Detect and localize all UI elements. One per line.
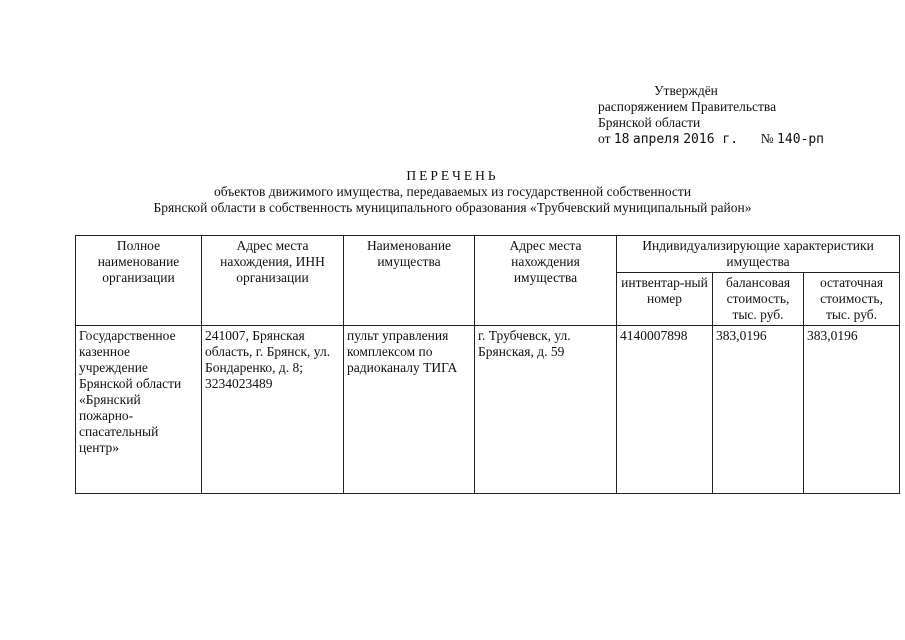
cell-balance-value: 383,0196 bbox=[713, 326, 804, 494]
header-inventory-number: интвентар-ный номер bbox=[617, 273, 713, 326]
cell-org: Государственное казенное учреждение Брянской области «Брянский пожарно-спасательный центр» bbox=[76, 326, 202, 494]
header-org: Полное наименование организации bbox=[76, 236, 202, 326]
table-row bbox=[76, 326, 900, 494]
approval-line-region: Брянской области bbox=[598, 115, 701, 130]
header-residual-value: остаточная стоимость, тыс. руб. bbox=[804, 273, 900, 326]
header-address-inn: Адрес места нахождения, ИНН организации bbox=[202, 236, 344, 326]
approval-date-month: апреля bbox=[632, 132, 680, 147]
approval-number: 140-рп bbox=[777, 132, 825, 147]
document-title bbox=[0, 168, 905, 216]
approval-date-year: 2016 г. bbox=[683, 132, 739, 147]
approval-number-sign: № bbox=[760, 131, 774, 146]
header-characteristics: Индивидуализирующие характеристики имущества bbox=[617, 236, 900, 273]
cell-inventory-number: 4140007898 bbox=[617, 326, 713, 494]
approval-stamp bbox=[598, 83, 824, 148]
header-balance-value: балансовая стоимость, тыс. руб. bbox=[713, 273, 804, 326]
approval-line-order: распоряжением Правительства bbox=[598, 99, 777, 114]
document-title-main: ПЕРЕЧЕНЬ bbox=[406, 168, 499, 183]
document-title-line3: Брянской области в собственность муниципального образования «Трубчевский муниципальный район» bbox=[153, 200, 752, 215]
approval-date-day: 18 bbox=[613, 132, 630, 147]
approval-date-line bbox=[598, 131, 824, 148]
table-header-row bbox=[76, 236, 900, 273]
cell-residual-value: 383,0196 bbox=[804, 326, 900, 494]
document-title-line2: объектов движимого имущества, передаваемых из государственной собственности bbox=[213, 184, 692, 199]
cell-address-inn: 241007, Брянская область, г. Брянск, ул. Бондаренко, д. 8; 3234023489 bbox=[202, 326, 344, 494]
property-table bbox=[75, 235, 900, 494]
approval-line-approved: Утверждён bbox=[654, 83, 718, 98]
approval-date-prefix: от bbox=[598, 131, 611, 146]
header-property-address: Адрес места нахождения имущества bbox=[475, 236, 617, 326]
cell-property: пульт управления комплексом по радиоканалу ТИГА bbox=[344, 326, 475, 494]
header-property: Наименование имущества bbox=[344, 236, 475, 326]
cell-property-address: г. Трубчевск, ул. Брянская, д. 59 bbox=[475, 326, 617, 494]
